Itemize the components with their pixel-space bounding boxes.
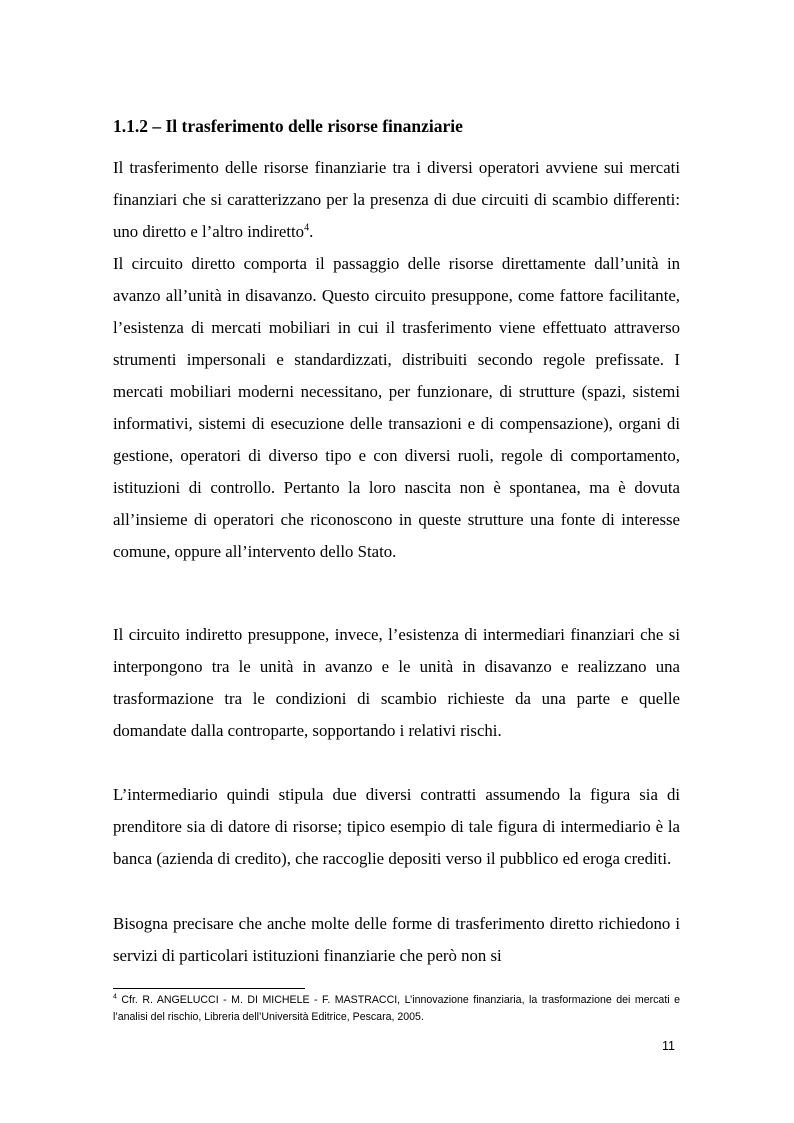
paragraph-text: L’intermediario quindi stipula due diversi contratti assumendo la figura sia di prenditore sia di datore di risorse; tipico esempio di tale figura di intermediario è la banca (azienda di credito), che raccoglie depositi verso il pubblico ed eroga crediti. bbox=[113, 785, 680, 868]
paragraph bbox=[113, 248, 680, 568]
footnote bbox=[113, 992, 680, 1026]
paragraph bbox=[113, 908, 680, 972]
paragraph bbox=[113, 779, 680, 875]
paragraph bbox=[113, 619, 680, 747]
paragraph-text: Il trasferimento delle risorse finanziarie tra i diversi operatori avviene sui mercati finanziari che si caratterizzano per la presenza di due circuiti di scambio differenti: uno diretto e l’altro indiretto bbox=[113, 158, 680, 241]
paragraph-end: . bbox=[309, 222, 314, 241]
footnote-divider bbox=[113, 988, 305, 989]
paragraph-text: Il circuito indiretto presuppone, invece, l’esistenza di intermediari finanziari che si interpongono tra le unità in avanzo e le unità in disavanzo e realizzano una trasformazione tra le condizioni di scambio richieste da una parte e quelle domandate dalla controparte, sopportando i relativi rischi. bbox=[113, 625, 680, 740]
footnote-reference[interactable]: 4 bbox=[304, 222, 310, 234]
paragraph bbox=[113, 152, 680, 248]
paragraph-text: Il circuito diretto comporta il passaggio delle risorse direttamente dall’unità in avanzo all’unità in disavanzo. Questo circuito presuppone, come fattore facilitante, l’esistenza di mercati mobiliari in cui il trasferimento viene effettuato attraverso strumenti impersonali e standardizzati, distribuiti secondo regole prefissate. I mercati mobiliari moderni necessitano, per funzionare, di strutture (spazi, sistemi informativi, sistemi di esecuzione delle transazioni e di compensazione), organi di gestione, operatori di diverso tipo e con diversi ruoli, regole di comportamento, istituzioni di controllo. Pertanto la loro nascita non è spontanea, ma è dovuta all’insieme di operatori che riconoscono in queste strutture una fonte di interesse comune, oppure all’intervento dello Stato. bbox=[113, 254, 680, 561]
paragraph-text: Bisogna precisare che anche molte delle forme di trasferimento diretto richiedono i servizi di particolari istituzioni finanziarie che però non si bbox=[113, 914, 680, 965]
section-heading: 1.1.2 – Il trasferimento delle risorse finanziarie bbox=[113, 116, 463, 136]
footnote-text: Cfr. R. ANGELUCCI - M. DI MICHELE - F. MASTRACCI, L’innovazione finanziaria, la trasformazione dei mercati e l’analisi del rischio, Libreria dell’Università Editrice, Pescara, 2005. bbox=[113, 994, 680, 1023]
page-number: 11 bbox=[662, 1039, 675, 1053]
footnote-number: 4 bbox=[113, 993, 117, 1001]
